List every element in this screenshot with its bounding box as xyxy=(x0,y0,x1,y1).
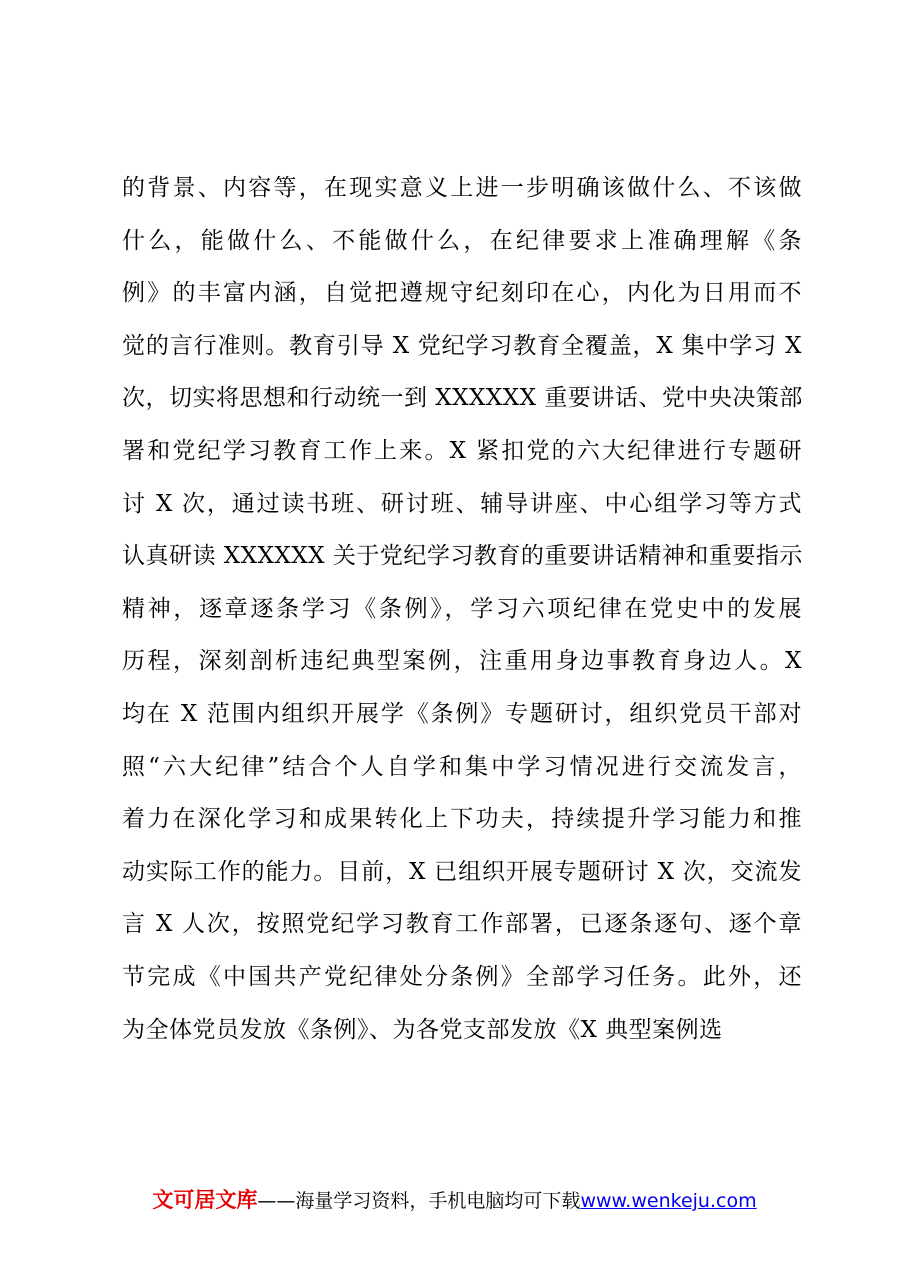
text-line-17: 为全体党员发放《条例》、为各党支部发放《X 典型案例选 xyxy=(122,1016,723,1043)
text-line-14: 动实际工作的能力。目前，X 已组织开展专题研讨 X 次，交流发 xyxy=(122,858,802,885)
text-line-4: 觉的言行准则。教育引导 X 党纪学习教育全覆盖，X 集中学习 X xyxy=(122,332,802,359)
text-line-15: 言 X 人次，按照党纪学习教育工作部署，已逐条逐句、逐个章 xyxy=(122,911,802,938)
footer-url-link[interactable]: www.wenkeju.com xyxy=(580,1190,757,1212)
text-line-7: 讨 X 次，通过读书班、研讨班、辅导讲座、中心组学习等方式 xyxy=(122,490,802,517)
footer-brand: 文可居文库 xyxy=(152,1188,258,1212)
footer-slogan: ——海量学习资料，手机电脑均可下载 xyxy=(257,1190,581,1212)
text-line-8: 认真研读 XXXXXX 关于党纪学习教育的重要讲话精神和重要指示 xyxy=(122,543,803,570)
text-line-2: 什么，能做什么、不能做什么，在纪律要求上准确理解《条 xyxy=(122,227,802,254)
text-line-11: 均在 X 范围内组织开展学《条例》专题研讨，组织党员干部对 xyxy=(122,700,802,727)
text-line-16: 节完成《中国共产党纪律处分条例》全部学习任务。此外，还 xyxy=(122,963,802,990)
text-line-5: 次，切实将思想和行动统一到 XXXXXX 重要讲话、党中央决策部 xyxy=(122,385,803,412)
text-line-10: 历程，深刻剖析违纪典型案例，注重用身边事教育身边人。X xyxy=(122,648,802,675)
text-line-9: 精神，逐章逐条学习《条例》，学习六项纪律在党史中的发展 xyxy=(122,595,802,622)
text-line-13: 着力在深化学习和成果转化上下功夫，持续提升学习能力和推 xyxy=(122,806,802,833)
page-footer xyxy=(0,1184,909,1214)
text-line-6: 署和党纪学习教育工作上来。X 紧扣党的六大纪律进行专题研 xyxy=(122,437,802,464)
text-line-3: 例》的丰富内涵，自觉把遵规守纪刻印在心，内化为日用而不 xyxy=(122,280,802,307)
text-line-12: 照“六大纪律”结合个人自学和集中学习情况进行交流发言， xyxy=(122,753,802,780)
document-body xyxy=(122,162,802,1056)
text-line-1: 的背景、内容等，在现实意义上进一步明确该做什么、不该做 xyxy=(122,175,802,201)
